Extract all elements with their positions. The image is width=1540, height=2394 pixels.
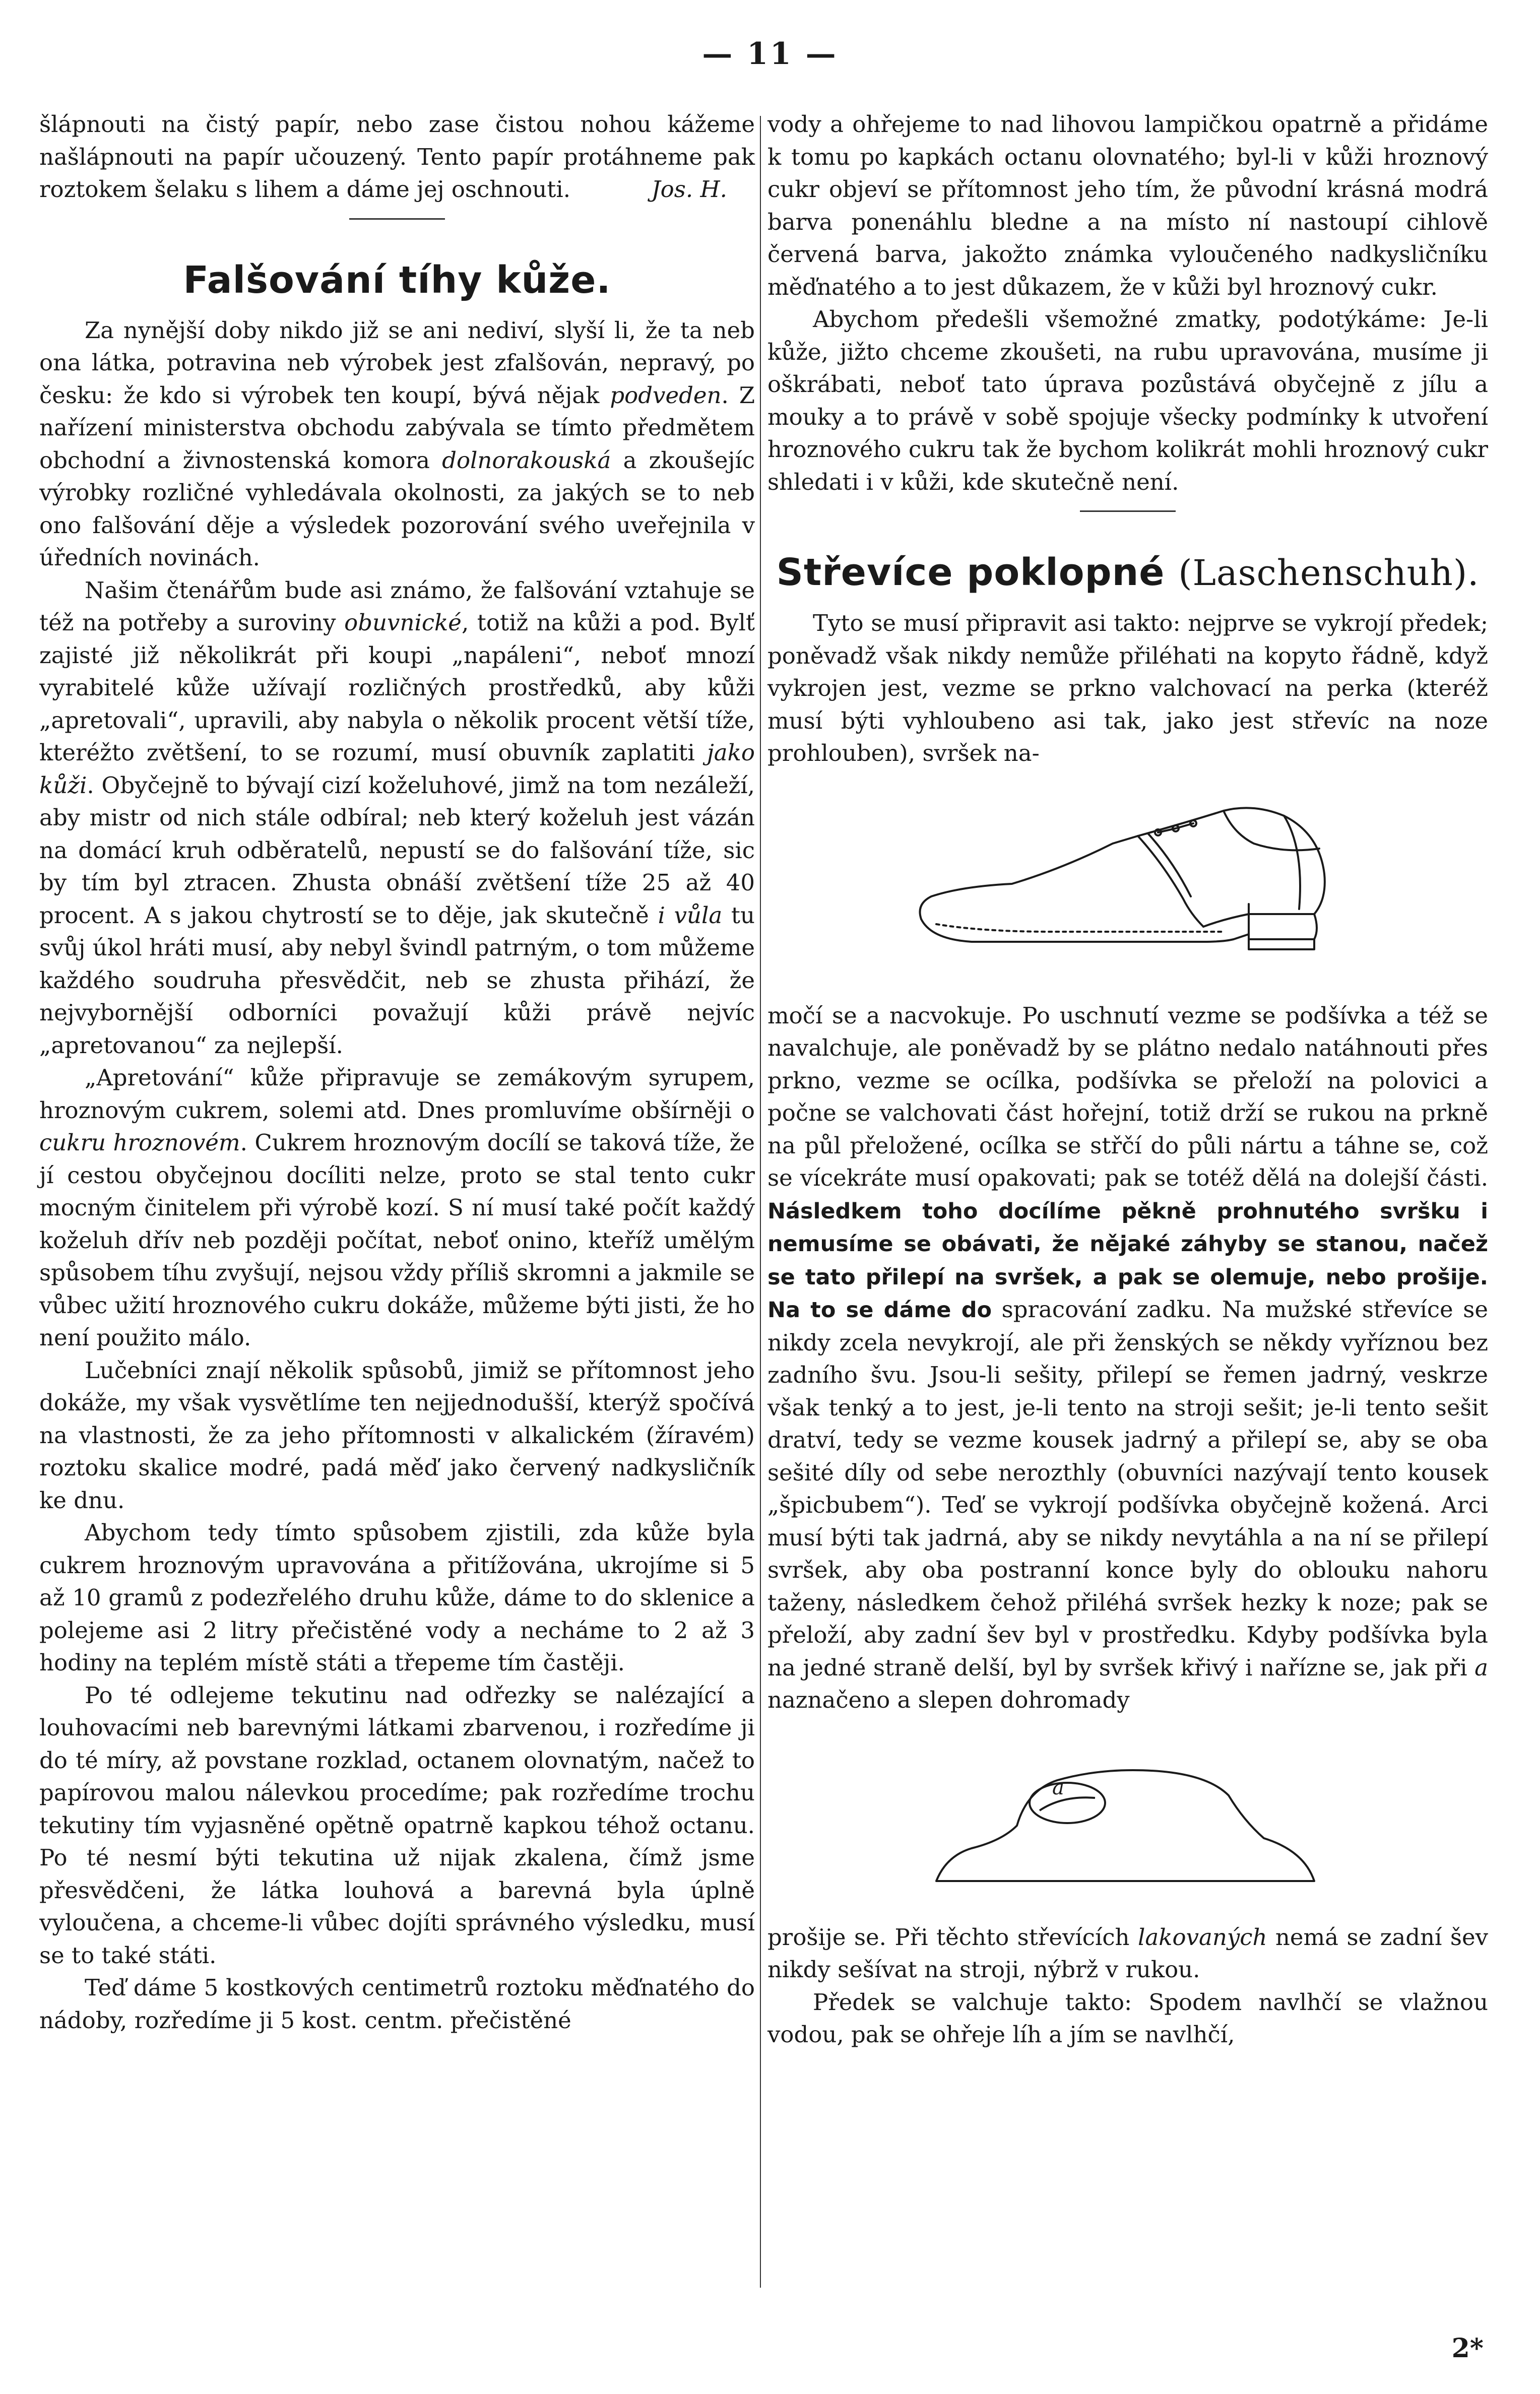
- article-paragraph: Lučebníci znají několik spůsobů, jimiž se přítomnost jeho dokáže, my však vysvětlíme ten nejjednodušší, kterýž spočívá na vlastnosti, že za jeho přítomnosti v alkalickém (žíravém) roztoku skalice modré, padá měď jako červený nadkysličník ke dnu.: [39, 1356, 755, 1514]
- article-paragraph: močí se a nacvokuje. Po uschnutí vezme se podšívka a též se navalchuje, ale poněvadž by se plátno nedalo natáhnouti přes prkno, vezme se ocílka, podšívka se přeloží na polovici a počne se valchovati část hořejní, totiž drží se rukou na prkně na půl přeložené, ocílka se střčí do půli nártu a táhne se, což se vícekráte musí opakovati; pak se totéž dělá na dolejší části. Následkem toho docílíme pěkně prohnutého svršku i nemusíme se obávati, že nějaké záhyby se stanou, načež se tato přilepí na svršek, a pak se olemuje, nebo prošije. Na to se dáme do spracování zadku. Na mužské střevíce se nikdy zcela nevykrojí, ale při ženských se někdy vyříznou bez zadního švu. Jsou-li sešity, přilepí se řemen jadrný, veskrze však tenký a to jest, je-li tento na stroji sešit; je-li tento sešit dratví, tedy se vezme kousek jadrný a přilepí se, aby se oba sešité díly od sebe nerozthly (obuvníci nazývají tento kousek „špicbubem“). Teď se vykrojí podšívka obyčejně kožená. Arci musí býti tak jadrná, aby se nikdy nevytáhla a na ní se přilepí svršek, aby oba postranní konce byly do oblouku nahoru taženy, následkem čehož přiléhá svršek hezky k noze; pak se přeloží, aby zadní šev byl v prostředku. Kdyby podšívka byla na jedné straně delší, byl by svršek křivý i nařízne se, jak při a naznačeno a slepen dohromady: [767, 1002, 1488, 1713]
- article-paragraph: Teď dáme 5 kostkových centimetrů roztoku měďnatého do nádoby, rozředíme ji 5 kost. centm. přečistěné: [39, 1974, 755, 2034]
- laced-shoe-illustration-icon: [901, 788, 1355, 980]
- article-paragraph: Našim čtenářům bude asi známo, že falšování vztahuje se též na potřeby a suroviny obuvnické, totiž na kůži a pod. Bylť zajisté již několikrát při koupi „napáleni“, neboť mnozí vyrabitelé kůže užívají rozličných prostředků, aby kůži „apretovali“, upravili, aby nabyla o několik procent větší tíže, kteréžto zvětšení, to se rozumí, musí obuvník zaplatiti jako kůži. Obyčejně to bývají cizí koželuhové, jimž na tom nezáleží, aby mistr od nich stále odbíral; neb který koželuh jest vázán na domácí kruh odběratelů, nepustí se do falšování tíže, sic by tím byl ztracen. Zhusta obnáší zvětšení tíže 25 až 40 procent. A s jakou chytrostí se to děje, jak skutečně i vůla tu svůj úkol hráti musí, aby nebyl švindl patrným, o tom můžeme každého soudruha přesvědčit, neb se zhusta přihází, že nejvybornější odborníci považují kůži právě nejvíc „apretovanou“ za nejlepší.: [39, 576, 755, 1059]
- article-title-falsovani: Falšování tíhy kůže.: [183, 258, 611, 302]
- article-paragraph: vody a ohřejeme to nad lihovou lampičkou opatrně a přidáme k tomu po kapkách octanu olovnatého; byl-li v kůži hroznový cukr objeví se přítomnost jeho tím, že původní krásná modrá barva ponenáhlu bledne a na místo ní nastoupí cihlově červená barva, jakožto známka vyloučeného nadkysličníku měďnatého a to jest důkazem, že v kůži byl hroznový cukr.: [767, 111, 1488, 300]
- column-divider: [760, 116, 761, 2288]
- article-paragraph: Abychom tedy tímto spůsobem zjistili, zda kůže byla cukrem hroznovým upravována a přitížována, ukrojíme si 5 až 10 gramů z podezřelého druhu kůže, dáme to do sklenice a polejeme asi 2 litry přečistěné vody a necháme to 2 až 3 hodiny na teplém místě státi a třepeme tím častěji.: [39, 1519, 755, 1676]
- page-number: — 11 —: [702, 36, 838, 72]
- section-divider: [1080, 510, 1176, 512]
- intro-paragraph: šlápnouti na čistý papír, nebo zase čistou nohou kážeme našlápnouti na papír učouzený. Tento papír protáhneme pak roztokem šelaku s lihem a dáme jej oschnouti.: [39, 111, 755, 203]
- article-paragraph: Za nynější doby nikdo již se ani nediví, slyší li, že ta neb ona látka, potravina neb výrobek jest zfalšován, nepravý, po česku: že kdo si výrobek ten koupí, bývá nějak podveden. Z nařízení ministerstva obchodu zabývala se tímto předmětem obchodní a živnostenská komora dolnorakouská a zkoušejíc výrobky rozličné vyhledávala okolnosti, za jakých se to neb ono falšování děje a výsledek pozorování svého uveřejnila v úředních novinách.: [39, 316, 755, 571]
- article-paragraph: Abychom předešli všemožné zmatky, podotýkáme: Je-li kůže, jižto chceme zkoušeti, na rubu upravována, musíme ji oškrábati, neboť tato úprava pozůstává obyčejně z jílu a mouky a to právě v sobě spojuje všecky podmínky k utvoření hroznového cukru tak že bychom kolikrát mohli hroznový cukr shledati i v kůži, kde skutečně není.: [767, 306, 1488, 495]
- left-column: [39, 108, 755, 2037]
- heel-counter-pattern-icon: [901, 1735, 1355, 1901]
- article-title-strevice: Střevíce poklopné (Laschenschuh).: [776, 551, 1480, 594]
- section-divider: [349, 218, 445, 220]
- article-paragraph: Tyto se musí připravit asi takto: nejprve se vykrojí předek; poněvadž však nikdy nemůže přiléhati na kopyto řádně, když vykrojen jest, vezme se prkno valchovací na perka (kteréž musí býti vyhloubeno asi tak, jako jest střevíc na noze prohlouben), svršek na-: [767, 610, 1488, 766]
- article-paragraph: prošije se. Při těchto střevících lakovaných nemá se zadní šev nikdy sešívat na stroji, nýbrž v rukou.: [767, 1923, 1489, 1983]
- article-paragraph: Po té odlejeme tekutinu nad odřezky se nalézající a louhovacími neb barevnými látkami zbarvenou, i rozředíme ji do té míry, až povstane rozklad, octanem olovnatým, načež to papírovou malou nálevkou procedíme; pak rozředíme trochu tekutiny tím vyjasněné opětně opatrně kapkou téhož octanu. Po té nesmí býti tekutina už nijak zkalena, čímž jsme přesvědčeni, že látka louhová a barevná byla úplně vyloučena, a chceme-li vůbec dojíti správného výsledku, musí se to také státi.: [39, 1681, 755, 1969]
- article-paragraph: Předek se valchuje takto: Spodem navlhčí se vlažnou vodou, pak se ohřeje líh a jím se navlhčí,: [767, 1988, 1488, 2048]
- shoe-figure: [767, 788, 1488, 980]
- signature-mark: 2*: [1451, 2333, 1484, 2364]
- right-column: [767, 108, 1488, 2051]
- intro-signature: Jos. H.: [651, 176, 727, 203]
- pattern-label: a: [1052, 1776, 1064, 1799]
- pattern-figure: [767, 1735, 1488, 1901]
- article-paragraph: „Apretování“ kůže připravuje se zemákovým syrupem, hroznovým cukrem, solemi atd. Dnes promluvíme obšírněji o cukru hroznovém. Cukrem hroznovým docílí se taková tíže, že jí cestou obyčejnou docíliti nelze, proto se stal tento cukr mocným činitelem při výrobě kozí. S ní musí také počít každý koželuh dřív neb později počítat, neboť onino, kteříž umělým spůsobem tíhu zvyšují, nejsou vždy příliš skromni a jakmile se vůbec užití hroznového cukru dokáže, můžeme býti jisti, že ho není použito málo.: [39, 1064, 755, 1351]
